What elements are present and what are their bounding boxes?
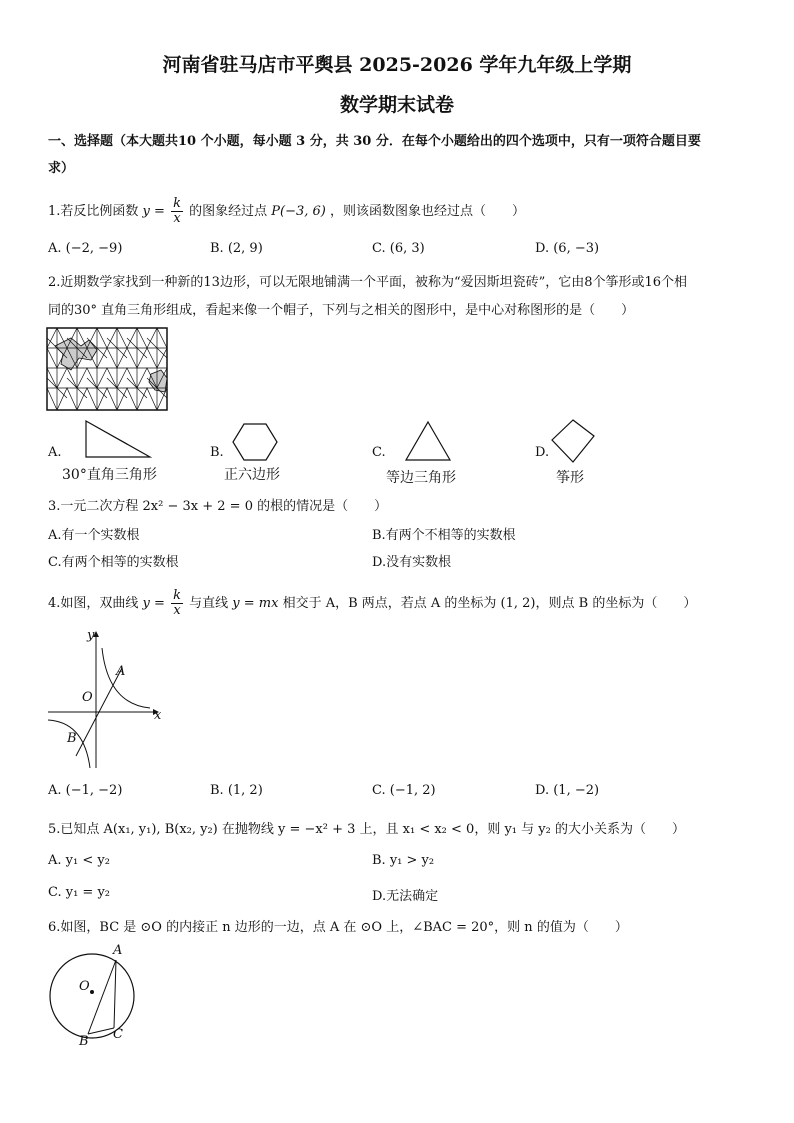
q6-center-label: O	[79, 979, 90, 994]
q4-frac-den: x	[173, 603, 181, 618]
hexagon-shape	[232, 422, 278, 462]
q4-fraction	[171, 589, 183, 618]
q3-option-c[interactable]: C.有两个相等的实数根	[48, 555, 179, 570]
q1-option-b[interactable]: B. (2, 9)	[210, 241, 263, 256]
einstein-tile-figure	[47, 328, 167, 410]
q6-stem: 6.如图，BC 是 ⊙O 的内接正 n 边形的一边，点 A 在 ⊙O 上，∠BAC = 20°，则 n 的值为（ ）	[48, 920, 628, 935]
q3-option-d[interactable]: D.没有实数根	[372, 555, 452, 570]
kite-shape	[550, 418, 596, 464]
q1-prefix: 1.若反比例函数	[48, 204, 139, 219]
exam-title: 河南省驻马店市平舆县 2025-2026 学年九年级上学期	[162, 54, 632, 76]
q5-option-c[interactable]: C. y₁ = y₂	[48, 885, 111, 900]
q4-option-b[interactable]: B. (1, 2)	[210, 783, 263, 798]
q1-suffix: ，则该函数图象也经过点（ ）	[329, 204, 525, 219]
q4-y-label: y	[87, 628, 95, 643]
q2-option-c-letter[interactable]: C.	[372, 445, 386, 460]
q1-frac-lhs: y =	[142, 204, 165, 219]
q2-caption-c: 等边三角形	[386, 470, 456, 486]
circle-figure	[48, 952, 138, 1042]
q4-prefix: 4.如图，双曲线	[48, 596, 139, 611]
q4-option-d[interactable]: D. (1, −2)	[535, 783, 600, 798]
exam-subtitle: 数学期末试卷	[339, 94, 454, 116]
q2-option-d-letter[interactable]: D.	[535, 445, 550, 460]
q3-stem: 3.一元二次方程 2x² − 3x + 2 = 0 的根的情况是（ ）	[48, 499, 388, 514]
q4-frac-num: k	[173, 588, 181, 603]
q5-option-a[interactable]: A. y₁ < y₂	[48, 853, 110, 868]
q2-stem-line2: 同的30° 直角三角形组成，看起来像一个帽子，下列与之相关的图形中，是中心对称图形的是（ ）	[48, 303, 635, 318]
section-header: 一、选择题（本大题共10 个小题，每小题 3 分，共 30 分．在每个小题给出的四个选项中，只有一项符合题目要	[48, 134, 701, 149]
q5-stem: 5.已知点 A(x₁, y₁), B(x₂, y₂) 在抛物线 y = −x² + 3 上，且 x₁ < x₂ < 0，则 y₁ 与 y₂ 的大小关系为（ ）	[48, 822, 685, 837]
q1-option-c[interactable]: C. (6, 3)	[372, 241, 425, 256]
hyperbola-graph	[46, 628, 172, 770]
q4-stem	[48, 589, 696, 618]
q1-point: P(−3, 6)	[271, 204, 326, 219]
q2-option-b-letter[interactable]: B.	[210, 445, 224, 460]
equilateral-triangle-shape	[404, 420, 452, 462]
q1-stem	[48, 197, 525, 226]
q5-option-d[interactable]: D.无法确定	[372, 889, 439, 904]
section-header-cont: 求）	[48, 161, 75, 176]
q1-fraction	[171, 197, 183, 226]
q3-option-a[interactable]: A.有一个实数根	[48, 528, 140, 543]
right-triangle-shape	[84, 419, 154, 459]
q4-origin-label: O	[82, 690, 93, 705]
q2-caption-d: 筝形	[556, 470, 584, 486]
q2-caption-a: 30°直角三角形	[62, 467, 157, 483]
q6-point-b-label: B	[79, 1034, 89, 1049]
q4-line-eq: y = mx	[232, 596, 279, 611]
q4-point-a-label: A	[116, 664, 126, 679]
q4-frac-lhs: y =	[142, 596, 165, 611]
q4-option-c[interactable]: C. (−1, 2)	[372, 783, 436, 798]
q1-option-d[interactable]: D. (6, −3)	[535, 241, 600, 256]
q5-option-b[interactable]: B. y₁ > y₂	[372, 853, 435, 868]
q2-caption-b: 正六边形	[224, 467, 280, 483]
q2-stem-line1: 2.近期数学家找到一种新的13边形，可以无限地铺满一个平面，被称为“爱因斯坦瓷砖”，它由8个筝形或16个相	[48, 275, 688, 290]
q6-point-c-label: C	[113, 1027, 123, 1042]
q1-option-a[interactable]: A. (−2, −9)	[48, 241, 123, 256]
q4-mid2: 相交于 A，B 两点，若点 A 的坐标为 (1, 2)，则点 B 的坐标为（ ）	[282, 596, 697, 611]
q2-option-a-letter[interactable]: A.	[48, 445, 62, 460]
q4-x-label: x	[154, 708, 162, 723]
q3-option-b[interactable]: B.有两个不相等的实数根	[372, 528, 516, 543]
q6-point-a-label: A	[113, 943, 123, 958]
q1-frac-num: k	[173, 196, 181, 211]
q4-point-b-label: B	[67, 731, 77, 746]
q1-frac-den: x	[173, 211, 181, 226]
q1-mid: 的图象经过点	[189, 204, 268, 219]
q4-option-a[interactable]: A. (−1, −2)	[48, 783, 123, 798]
q4-mid1: 与直线	[189, 596, 229, 611]
